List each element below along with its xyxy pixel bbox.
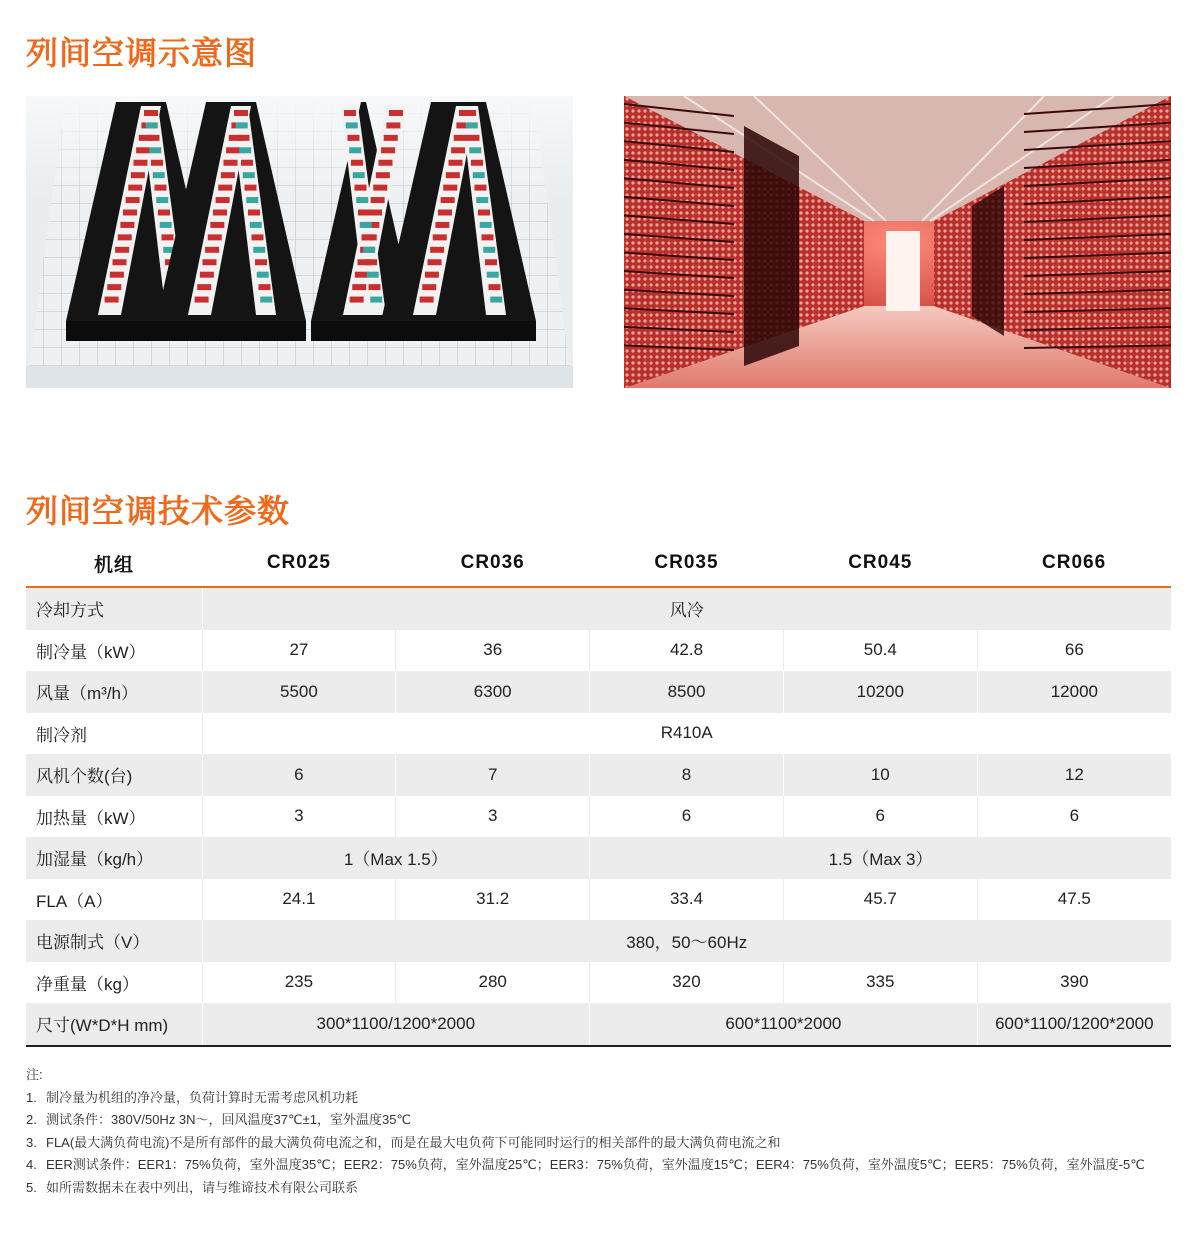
- table-cell: 33.4: [590, 879, 784, 921]
- table-cell: 50.4: [783, 630, 977, 672]
- table-row: [26, 587, 1171, 630]
- table-row: [26, 920, 1171, 962]
- row-label: 制冷量（kW）: [26, 630, 202, 672]
- table-cell: 380，50～60Hz: [202, 920, 1171, 962]
- row-label: FLA（A）: [26, 879, 202, 921]
- note-item: [26, 1132, 1176, 1155]
- note-number: 2.: [26, 1112, 37, 1127]
- table-row: [26, 671, 1171, 713]
- row-label: 尺寸(W*D*H mm): [26, 1003, 202, 1046]
- header-model: CR035: [590, 540, 784, 587]
- table-cell: 1（Max 1.5）: [202, 837, 590, 879]
- spec-table: [26, 540, 1171, 1047]
- notes-title: 注:: [26, 1067, 43, 1082]
- table-cell: 6: [590, 796, 784, 838]
- table-cell: 42.8: [590, 630, 784, 672]
- table-cell: 6300: [396, 671, 590, 713]
- table-row: [26, 713, 1171, 755]
- row-label: 净重量（kg）: [26, 962, 202, 1004]
- table-cell: 600*1100/1200*2000: [977, 1003, 1171, 1046]
- table-cell: 47.5: [977, 879, 1171, 921]
- table-cell: 31.2: [396, 879, 590, 921]
- note-text: EER测试条件：EER1：75%负荷，室外温度35℃；EER2：75%负荷，室外温度25℃；EER3：75%负荷，室外温度15℃；EER4：75%负荷，室外温度5℃；EER5：75%负荷，室外温度-5℃: [46, 1157, 1145, 1172]
- table-cell: 8500: [590, 671, 784, 713]
- note-item: [26, 1177, 1176, 1200]
- row-label: 加热量（kW）: [26, 796, 202, 838]
- row-label: 风机个数(台): [26, 754, 202, 796]
- row-label: 制冷剂: [26, 713, 202, 755]
- notes: [26, 1064, 1176, 1199]
- row-label: 冷却方式: [26, 587, 202, 630]
- table-row: [26, 962, 1171, 1004]
- note-number: 4.: [26, 1157, 37, 1172]
- note-number: 5.: [26, 1179, 37, 1195]
- table-cell: 12000: [977, 671, 1171, 713]
- section-title-specs: 列间空调技术参数: [26, 492, 291, 530]
- note-number: 1.: [26, 1089, 37, 1105]
- row-label: 加湿量（kg/h）: [26, 837, 202, 879]
- table-cell: 10: [783, 754, 977, 796]
- table-cell: 12: [977, 754, 1171, 796]
- table-cell: 300*1100/1200*2000: [202, 1003, 590, 1046]
- header-model: CR025: [202, 540, 396, 587]
- note-item: [26, 1087, 1176, 1110]
- table-cell: 600*1100*2000: [590, 1003, 978, 1046]
- note-number: 3.: [26, 1134, 37, 1150]
- table-cell: 风冷: [202, 587, 1171, 630]
- table-cell: 24.1: [202, 879, 396, 921]
- note-text: 如所需数据未在表中列出，请与维谛技术有限公司联系: [46, 1179, 359, 1195]
- table-cell: 36: [396, 630, 590, 672]
- table-header-row: [26, 540, 1171, 587]
- table-cell: 3: [396, 796, 590, 838]
- table-cell: 1.5（Max 3）: [590, 837, 1171, 879]
- table-row: [26, 1003, 1171, 1046]
- row-label: 电源制式（V）: [26, 920, 202, 962]
- data-center-aisle-photo: [624, 96, 1171, 388]
- table-cell: 8: [590, 754, 784, 796]
- note-text: 测试条件：380V/50Hz 3N～，回风温度37℃±1，室外温度35℃: [46, 1112, 412, 1127]
- table-cell: 6: [783, 796, 977, 838]
- note-item: [26, 1109, 1176, 1132]
- table-row: [26, 754, 1171, 796]
- table-row: [26, 837, 1171, 879]
- table-cell: 6: [202, 754, 396, 796]
- note-item: [26, 1154, 1176, 1177]
- note-text: FLA(最大满负荷电流)不是所有部件的最大满负荷电流之和，而是在最大电负荷下可能同时运行的相关部件的最大满负荷电流之和: [46, 1134, 781, 1150]
- table-cell: 280: [396, 962, 590, 1004]
- table-cell: 335: [783, 962, 977, 1004]
- note-text: 制冷量为机组的净冷量，负荷计算时无需考虑风机功耗: [46, 1089, 359, 1105]
- table-cell: R410A: [202, 713, 1171, 755]
- table-cell: 5500: [202, 671, 396, 713]
- table-cell: 66: [977, 630, 1171, 672]
- table-cell: 6: [977, 796, 1171, 838]
- table-cell: 45.7: [783, 879, 977, 921]
- header-model: CR066: [977, 540, 1171, 587]
- table-cell: 390: [977, 962, 1171, 1004]
- rack-rows-illustration: [26, 96, 573, 388]
- section-title-diagram: 列间空调示意图: [26, 34, 258, 72]
- table-cell: 3: [202, 796, 396, 838]
- table-row: [26, 630, 1171, 672]
- table-cell: 7: [396, 754, 590, 796]
- table-row: [26, 796, 1171, 838]
- table-cell: 10200: [783, 671, 977, 713]
- header-model: CR036: [396, 540, 590, 587]
- table-cell: 320: [590, 962, 784, 1004]
- table-cell: 235: [202, 962, 396, 1004]
- table-cell: 27: [202, 630, 396, 672]
- row-label: 风量（m³/h）: [26, 671, 202, 713]
- header-model: CR045: [783, 540, 977, 587]
- table-row: [26, 879, 1171, 921]
- header-unit: 机组: [26, 540, 202, 587]
